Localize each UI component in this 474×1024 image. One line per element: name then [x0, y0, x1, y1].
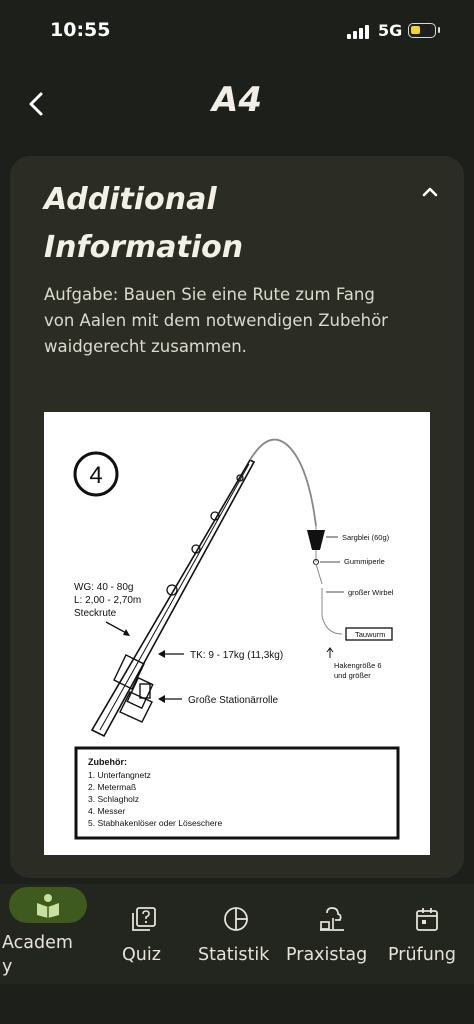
diagram-number: 4	[89, 462, 103, 489]
accessory-item: 1. Unterfangnetz	[88, 770, 151, 780]
accessory-item: 3. Schlagholz	[88, 794, 140, 804]
battery-icon	[408, 23, 436, 38]
chevron-up-icon	[416, 178, 444, 206]
tab-quiz-label: Quiz	[122, 945, 161, 965]
nav-header	[0, 70, 474, 140]
status-time: 10:55	[50, 19, 111, 41]
label-swivel: großer Wirbel	[348, 588, 394, 597]
accessory-item: 4. Messer	[88, 806, 126, 816]
home-indicator-area	[0, 984, 474, 1024]
label-hook-line1: Hakengröße 6	[334, 661, 382, 670]
card-title-line2: Information	[44, 230, 244, 265]
tab-pruefung[interactable]	[386, 884, 470, 984]
additional-information-card	[10, 156, 464, 878]
tab-academy[interactable]	[0, 884, 96, 984]
calendar-icon	[413, 905, 441, 933]
label-rod-type: Steckrute	[74, 608, 117, 619]
label-bait: Tauwurm	[355, 630, 386, 639]
rod-setup-diagram	[44, 412, 430, 855]
accessory-item: 2. Metermaß	[88, 782, 137, 792]
label-length: L: 2,00 - 2,70m	[74, 595, 142, 606]
quiz-icon	[130, 905, 158, 933]
tab-academy-label-line1: Academ	[2, 933, 73, 953]
tab-praxistag[interactable]	[284, 884, 380, 984]
tree-icon	[318, 905, 346, 933]
card-title-line1: Additional	[44, 182, 217, 217]
accessory-item: 5. Stabhakenlöser oder Löseschere	[88, 818, 223, 828]
task-description-line2: von Aalen mit dem notwendigen Zubehör	[44, 311, 388, 330]
accessories-title: Zubehör:	[88, 757, 127, 767]
network-type: 5G	[378, 21, 403, 40]
signal-icon	[347, 25, 371, 39]
collapse-button[interactable]	[416, 178, 444, 206]
tab-pruefung-label: Prüfung	[388, 945, 456, 965]
tab-quiz[interactable]	[112, 884, 176, 984]
pie-chart-icon	[222, 905, 250, 933]
label-line-strength: TK: 9 - 17kg (11,3kg)	[190, 650, 284, 661]
bottom-tab-bar	[0, 884, 474, 984]
tab-praxistag-label: Praxistag	[286, 945, 368, 965]
task-description-line1: Aufgabe: Bauen Sie eine Rute zum Fang	[44, 285, 375, 304]
label-hook-line2: und größer	[334, 671, 371, 680]
tab-academy-label-line2: y	[2, 957, 13, 977]
task-description-line3: waidgerecht zusammen.	[44, 337, 247, 356]
tab-statistik-label: Statistik	[198, 945, 270, 965]
label-reel: Große Stationärrolle	[188, 695, 279, 706]
page-title: A4	[212, 80, 262, 120]
book-reader-icon	[34, 891, 62, 919]
label-bead: Gummiperle	[344, 557, 385, 566]
card-title	[44, 176, 364, 272]
label-sinker: Sargblei (60g)	[342, 533, 390, 542]
status-bar	[0, 0, 474, 64]
label-casting-weight: WG: 40 - 80g	[74, 582, 134, 593]
task-description	[44, 282, 434, 360]
tab-statistik[interactable]	[196, 884, 280, 984]
